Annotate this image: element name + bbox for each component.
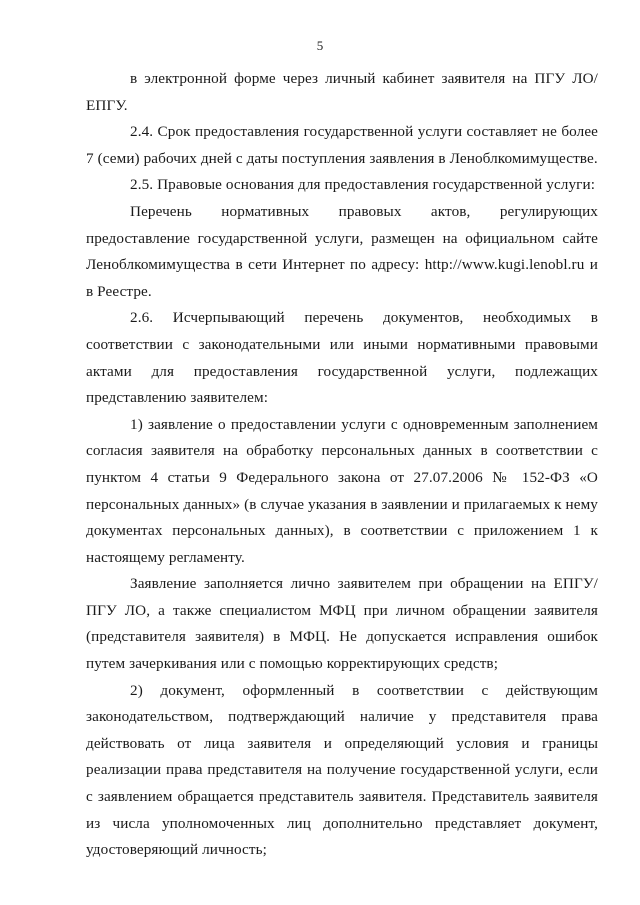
- paragraph-electronic-form: в электронной форме через личный кабинет заявителя на ПГУ ЛО/ЕПГУ.: [86, 70, 598, 114]
- paragraph-application-filling: Заявление заполняется лично заявителем при обращении на ЕПГУ/ПГУ ЛО, а также специалистом МФЦ при личном обращении заявителя (представителя заявителя) в МФЦ. Не допускается исправления ошибок путем зачеркивания или с помощью корректирующих средств;: [86, 575, 598, 673]
- paragraph-item-2-power-of-attorney: 2) документ, оформленный в соответствии с действующим законодательством, подтверждающий наличие у представителя права действовать от лица заявителя и определяющий условия и границы реализации права представителя на получение государственной услуги, если с заявлением обращается представитель заявителя. Представитель заявителя из числа уполномоченных лиц дополнительно представляет документ, удостоверяющий личность;: [86, 681, 598, 859]
- page-number: 5: [316, 38, 324, 53]
- paragraph-item-1-application: 1) заявление о предоставлении услуги с одновременным заполнением согласия заявителя на обработку персональных данных в соответствии с пунктом 4 статьи 9 Федерального закона от 27.07.2006 № 152-ФЗ «О персональных данных» (в случае указания в заявлении и прилагаемых к нему документах персональных данных), в соответствии с приложением 1 к настоящему регламенту.: [86, 415, 598, 566]
- paragraph-2-4-term: 2.4. Срок предоставления государственной услуги составляет не более 7 (семи) рабочих дней с даты поступления заявления в Леноблкомимуществе.: [86, 123, 598, 167]
- paragraph-2-5-legal-basis: 2.5. Правовые основания для предоставления государственной услуги:: [130, 176, 596, 194]
- paragraph-legal-acts-list: Перечень нормативных правовых актов, регулирующих предоставление государственной услуги, размещен на официальном сайте Леноблкомимущества в сети Интернет по адресу: http://www.kugi.lenobl.ru и в Реестре.: [86, 202, 598, 300]
- document-body: [86, 66, 598, 864]
- paragraph-2-6-documents: 2.6. Исчерпывающий перечень документов, необходимых в соответствии с законодательными или иными нормативными правовыми актами для предоставления государственной услуги, подлежащих представлению заявителем:: [86, 309, 598, 407]
